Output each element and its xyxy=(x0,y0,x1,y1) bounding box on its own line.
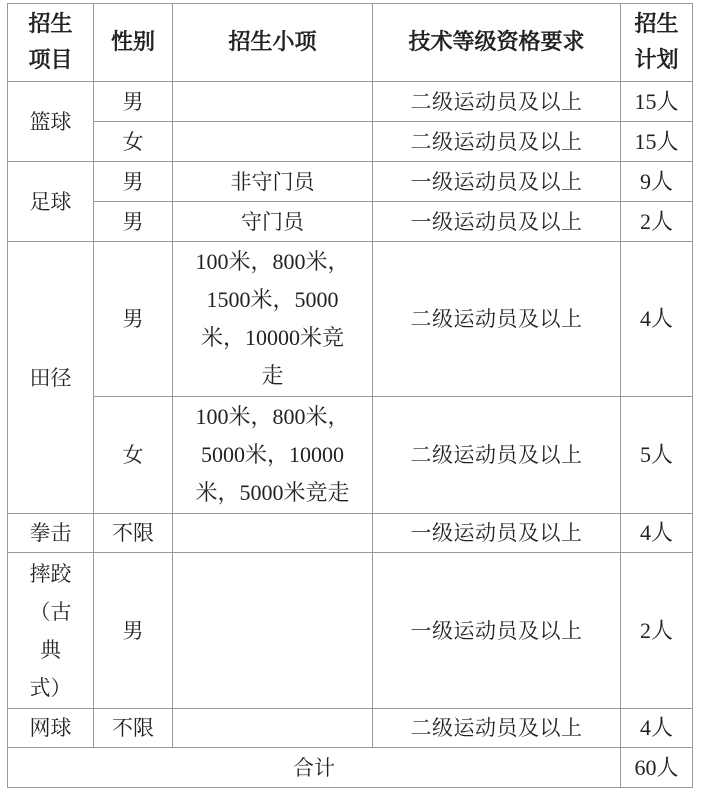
gender-cell: 女 xyxy=(94,397,173,514)
subitem-cell: 100米，800米， 1500米，5000 米，10000米竞 走 xyxy=(173,242,373,397)
header-subitem: 招生小项 xyxy=(173,4,373,82)
table-row xyxy=(8,397,693,514)
table-row xyxy=(8,553,693,709)
gender-cell: 不限 xyxy=(94,709,173,748)
gender-cell: 男 xyxy=(94,242,173,397)
plan-cell: 5人 xyxy=(621,397,693,514)
requirement-cell: 二级运动员及以上 xyxy=(373,242,621,397)
header-row xyxy=(8,4,693,82)
subitem-cell xyxy=(173,514,373,553)
requirement-cell: 一级运动员及以上 xyxy=(373,162,621,202)
table-row xyxy=(8,514,693,553)
project-cell: 篮球 xyxy=(8,82,94,162)
plan-cell: 15人 xyxy=(621,122,693,162)
subitem-cell xyxy=(173,709,373,748)
plan-cell: 4人 xyxy=(621,242,693,397)
table-row xyxy=(8,122,693,162)
subitem-cell: 守门员 xyxy=(173,202,373,242)
plan-cell: 4人 xyxy=(621,514,693,553)
table-row xyxy=(8,242,693,397)
project-cell: 田径 xyxy=(8,242,94,514)
header-project: 招生 项目 xyxy=(8,4,94,82)
plan-cell: 15人 xyxy=(621,82,693,122)
project-cell: 足球 xyxy=(8,162,94,242)
header-plan: 招生 计划 xyxy=(621,4,693,82)
requirement-cell: 二级运动员及以上 xyxy=(373,122,621,162)
subitem-cell xyxy=(173,553,373,709)
subitem-cell xyxy=(173,122,373,162)
gender-cell: 不限 xyxy=(94,514,173,553)
requirement-cell: 一级运动员及以上 xyxy=(373,514,621,553)
total-plan: 60人 xyxy=(621,748,693,788)
gender-cell: 女 xyxy=(94,122,173,162)
subitem-cell: 非守门员 xyxy=(173,162,373,202)
header-gender: 性别 xyxy=(94,4,173,82)
project-cell: 拳击 xyxy=(8,514,94,553)
requirement-cell: 一级运动员及以上 xyxy=(373,202,621,242)
plan-cell: 2人 xyxy=(621,202,693,242)
requirement-cell: 二级运动员及以上 xyxy=(373,709,621,748)
gender-cell: 男 xyxy=(94,82,173,122)
table-row xyxy=(8,709,693,748)
subitem-cell xyxy=(173,82,373,122)
total-label: 合计 xyxy=(8,748,621,788)
header-requirement: 技术等级资格要求 xyxy=(373,4,621,82)
gender-cell: 男 xyxy=(94,553,173,709)
requirement-cell: 二级运动员及以上 xyxy=(373,397,621,514)
requirement-cell: 一级运动员及以上 xyxy=(373,553,621,709)
plan-cell: 9人 xyxy=(621,162,693,202)
plan-cell: 4人 xyxy=(621,709,693,748)
subitem-cell: 100米，800米， 5000米，10000 米，5000米竞走 xyxy=(173,397,373,514)
recruitment-plan-table xyxy=(7,3,693,788)
gender-cell: 男 xyxy=(94,202,173,242)
requirement-cell: 二级运动员及以上 xyxy=(373,82,621,122)
table-row xyxy=(8,82,693,122)
project-cell: 摔跤 （古 典 式） xyxy=(8,553,94,709)
table-row xyxy=(8,202,693,242)
gender-cell: 男 xyxy=(94,162,173,202)
project-cell: 网球 xyxy=(8,709,94,748)
table-row xyxy=(8,162,693,202)
plan-cell: 2人 xyxy=(621,553,693,709)
